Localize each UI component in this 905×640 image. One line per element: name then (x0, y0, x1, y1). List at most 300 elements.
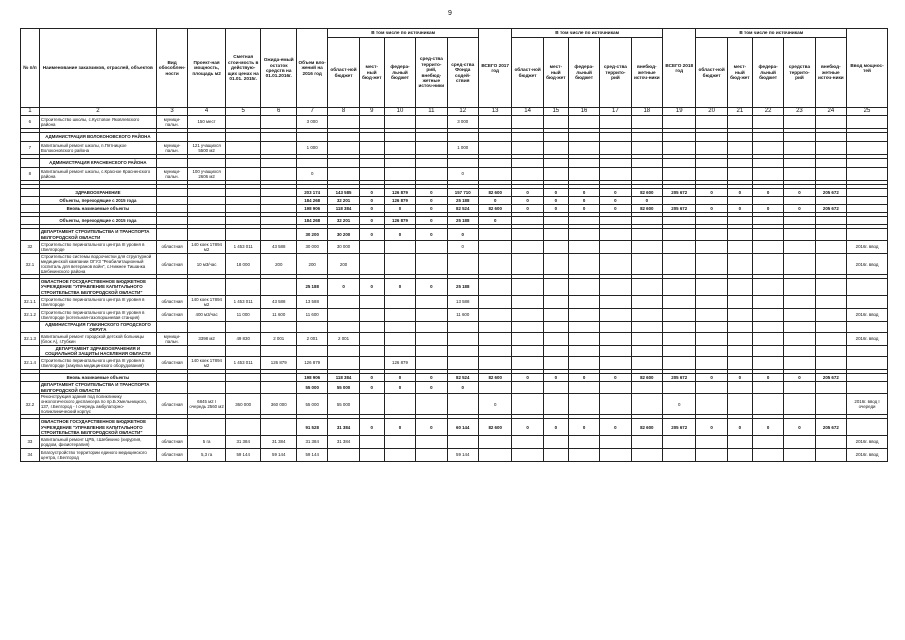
table-cell (847, 229, 888, 241)
table-cell (752, 133, 783, 142)
column-number: 4 (188, 108, 226, 116)
table-cell (631, 133, 662, 142)
column-number: 15 (543, 108, 568, 116)
table-cell (188, 374, 226, 382)
table-cell (478, 116, 511, 129)
table-cell: 0 (543, 419, 568, 435)
table-row (21, 142, 888, 155)
table-cell (727, 382, 752, 394)
table-cell (384, 332, 415, 345)
table-cell (359, 435, 384, 448)
table-cell: 6 (21, 116, 40, 129)
table-cell: муници-пальн. (156, 116, 187, 129)
table-cell (696, 217, 727, 225)
table-cell: 82 600 (631, 205, 662, 213)
table-cell: областная (156, 435, 187, 448)
table-cell (21, 133, 40, 142)
table-cell: 126 879 (384, 217, 415, 225)
table-cell: муници-пальн. (156, 168, 187, 181)
table-cell: 0 (696, 374, 727, 382)
table-cell: 11 600 (447, 308, 478, 321)
table-cell (696, 321, 727, 332)
header-vvod: Ввод мощнос-тей (847, 29, 888, 108)
table-cell: 0 (752, 419, 783, 435)
table-cell (784, 321, 815, 332)
table-cell (478, 308, 511, 321)
table-cell (384, 168, 415, 181)
table-cell (416, 168, 447, 181)
table-cell (359, 332, 384, 345)
table-cell: 25 188 (447, 217, 478, 225)
table-cell (752, 197, 783, 205)
table-cell (784, 295, 815, 308)
table-cell: 0 (568, 189, 599, 197)
table-cell (328, 133, 359, 142)
table-cell (359, 168, 384, 181)
table-cell (600, 159, 631, 168)
table-cell (847, 382, 888, 394)
table-cell (847, 357, 888, 370)
table-cell (696, 295, 727, 308)
table-cell (543, 435, 568, 448)
table-cell (696, 345, 727, 356)
table-cell: 0 (359, 419, 384, 435)
column-number-row (21, 108, 888, 116)
table-cell (815, 229, 846, 241)
table-cell (261, 142, 297, 155)
table-cell: 0 (416, 217, 447, 225)
table-cell (478, 241, 511, 254)
table-cell (416, 308, 447, 321)
table-cell (696, 357, 727, 370)
table-cell (752, 229, 783, 241)
table-cell: 126 879 (384, 189, 415, 197)
table-cell (752, 435, 783, 448)
table-cell (815, 332, 846, 345)
table-cell (156, 189, 187, 197)
column-number: 3 (156, 108, 187, 116)
table-cell (328, 295, 359, 308)
table-cell (359, 116, 384, 129)
table-cell (663, 279, 696, 295)
table-cell: 32.1 (21, 254, 40, 275)
table-cell (416, 241, 447, 254)
table-cell (384, 308, 415, 321)
table-cell (727, 229, 752, 241)
table-cell (696, 159, 727, 168)
table-row (21, 116, 888, 129)
column-number: 19 (663, 108, 696, 116)
table-cell (156, 229, 187, 241)
table-row (21, 374, 888, 382)
object-name-cell: Капитальный ремонт школы, с.Красное Красненского района (39, 168, 156, 181)
table-cell: 0 (600, 419, 631, 435)
table-cell: 0 (416, 197, 447, 205)
table-cell: областная (156, 394, 187, 415)
table-cell: 0 (416, 374, 447, 382)
table-cell (663, 197, 696, 205)
table-cell (600, 229, 631, 241)
section-heading: АДМИНИСТРАЦИЯ ГУБКИНСКОГО ГОРОДСКОГО ОКРУГА (39, 321, 156, 332)
table-cell: 205 672 (663, 189, 696, 197)
table-cell: областная (156, 241, 187, 254)
table-cell: 200 (328, 254, 359, 275)
column-number: 21 (727, 108, 752, 116)
object-name-cell: Объекты, переходящие с 2015 года (39, 217, 156, 225)
table-cell: 43 588 (261, 295, 297, 308)
table-cell (512, 241, 543, 254)
table-cell: 100 учащихся 2606 м2 (188, 168, 226, 181)
table-row (21, 254, 888, 275)
table-cell (188, 205, 226, 213)
table-cell (21, 159, 40, 168)
table-cell: 205 672 (815, 374, 846, 382)
table-cell (384, 435, 415, 448)
table-cell (752, 321, 783, 332)
table-cell: 0 (384, 419, 415, 435)
table-cell (261, 419, 297, 435)
table-cell (600, 345, 631, 356)
table-cell: 0 (416, 279, 447, 295)
table-cell (727, 159, 752, 168)
table-cell (568, 308, 599, 321)
object-name-cell: Объекты, переходящие с 2015 года (39, 197, 156, 205)
table-cell: 184 268 (297, 197, 328, 205)
table-cell (568, 116, 599, 129)
table-row (21, 308, 888, 321)
table-cell (297, 345, 328, 356)
table-cell: 118 384 (328, 205, 359, 213)
table-cell (847, 419, 888, 435)
header-mest2: мест-ный бюд-жет (543, 38, 568, 108)
table-cell (784, 345, 815, 356)
table-cell: 0 (543, 189, 568, 197)
table-cell (447, 332, 478, 345)
table-cell: 82 600 (478, 189, 511, 197)
object-name-cell: Вновь начинаемые объекты (39, 205, 156, 213)
table-cell (261, 168, 297, 181)
header-terr2: сред-ства террито-рий (600, 38, 631, 108)
table-cell: 32.2 (21, 394, 40, 415)
table-cell: 59 144 (261, 448, 297, 461)
header-mest3: мест-ный бюд-жет (727, 38, 752, 108)
table-cell (696, 197, 727, 205)
table-cell: 59 144 (297, 448, 328, 461)
table-cell (568, 295, 599, 308)
table-cell (512, 229, 543, 241)
object-name-cell: Строительство перинатального центра III уровня в г.Белгороде (котельная-газопоршневая станция) (39, 308, 156, 321)
table-cell (447, 394, 478, 415)
table-cell: 0 (416, 229, 447, 241)
table-cell: муници-пальн. (156, 142, 187, 155)
table-cell: 82 600 (478, 374, 511, 382)
table-cell (478, 254, 511, 275)
table-cell (478, 168, 511, 181)
table-cell: 0 (359, 382, 384, 394)
table-cell: областная (156, 357, 187, 370)
table-cell (297, 133, 328, 142)
column-number: 13 (478, 108, 511, 116)
object-name-cell: ЗДРАВООХРАНЕНИЕ (39, 189, 156, 197)
table-cell (21, 197, 40, 205)
column-number: 9 (359, 108, 384, 116)
table-cell (696, 394, 727, 415)
table-cell (512, 168, 543, 181)
table-cell: 0 (512, 419, 543, 435)
table-cell: 82 524 (447, 374, 478, 382)
table-cell (543, 394, 568, 415)
column-number: 1 (21, 108, 40, 116)
table-cell (568, 168, 599, 181)
table-cell: 8 (21, 168, 40, 181)
table-cell: 32.1.2 (21, 308, 40, 321)
table-row (21, 382, 888, 394)
table-cell: 25 188 (447, 197, 478, 205)
table-cell (512, 394, 543, 415)
table-cell: 7 (21, 142, 40, 155)
table-cell: 0 (568, 197, 599, 205)
table-cell: 2 001 (297, 332, 328, 345)
table-cell (261, 197, 297, 205)
page-number: 9 (448, 10, 452, 17)
table-cell (568, 217, 599, 225)
table-cell (297, 321, 328, 332)
table-cell (188, 321, 226, 332)
table-cell (784, 308, 815, 321)
table-cell (21, 374, 40, 382)
table-cell (188, 345, 226, 356)
table-cell (21, 382, 40, 394)
table-cell (815, 116, 846, 129)
table-cell (21, 321, 40, 332)
table-row (21, 205, 888, 213)
header-group-2017: В том числе по источникам (512, 29, 663, 38)
table-cell (512, 159, 543, 168)
table-cell (663, 295, 696, 308)
table-cell (447, 357, 478, 370)
table-cell (727, 241, 752, 254)
table-cell (543, 241, 568, 254)
header-vneb2: внебюд-жетные источ-ники (631, 38, 662, 108)
table-cell (631, 159, 662, 168)
table-cell (188, 279, 226, 295)
table-cell (359, 394, 384, 415)
column-number: 20 (696, 108, 727, 116)
table-cell (512, 116, 543, 129)
table-cell: 0 (600, 205, 631, 213)
table-cell (815, 241, 846, 254)
table-cell: 360 000 (261, 394, 297, 415)
table-cell: 2016г. ввод (847, 435, 888, 448)
table-cell: областная (156, 295, 187, 308)
table-cell (631, 217, 662, 225)
table-cell (478, 295, 511, 308)
table-cell (727, 197, 752, 205)
table-cell (847, 142, 888, 155)
table-cell (416, 133, 447, 142)
table-cell (478, 382, 511, 394)
table-cell: 0 (359, 374, 384, 382)
table-cell: 82 600 (631, 419, 662, 435)
table-cell: 59 144 (225, 448, 261, 461)
table-row (21, 159, 888, 168)
table-cell (847, 295, 888, 308)
table-cell (784, 357, 815, 370)
table-cell (568, 229, 599, 241)
table-cell (784, 142, 815, 155)
table-cell: 0 (384, 374, 415, 382)
table-cell (359, 308, 384, 321)
table-cell: 121 учащихся 5500 м2 (188, 142, 226, 155)
table-cell (631, 357, 662, 370)
table-cell: 0 (784, 419, 815, 435)
table-cell: 3 000 (297, 116, 328, 129)
table-cell (727, 435, 752, 448)
table-cell (543, 321, 568, 332)
table-cell (784, 217, 815, 225)
table-cell (543, 142, 568, 155)
header-no: № п/п (21, 29, 40, 108)
table-cell (261, 133, 297, 142)
table-cell (21, 189, 40, 197)
header-name: Наименование заказчиков, отраслей, объектов (39, 29, 156, 108)
table-row (21, 295, 888, 308)
table-cell: 31 384 (261, 435, 297, 448)
table-cell: 30 000 (328, 241, 359, 254)
table-cell: 198 906 (297, 374, 328, 382)
table-cell (478, 345, 511, 356)
table-cell (815, 435, 846, 448)
table-cell: 126 879 (297, 357, 328, 370)
table-cell (156, 159, 187, 168)
table-cell (631, 332, 662, 345)
table-cell: 0 (784, 374, 815, 382)
table-cell (568, 332, 599, 345)
table-cell (359, 241, 384, 254)
table-cell: 60 144 (447, 419, 478, 435)
table-cell (663, 448, 696, 461)
table-cell: 11 600 (261, 308, 297, 321)
table-cell (847, 197, 888, 205)
table-cell: 55 000 (328, 382, 359, 394)
table-cell: 0 (359, 229, 384, 241)
table-cell (815, 321, 846, 332)
table-cell (752, 254, 783, 275)
table-cell (543, 279, 568, 295)
table-cell (631, 448, 662, 461)
table-cell (631, 254, 662, 275)
table-cell (568, 394, 599, 415)
table-cell (727, 332, 752, 345)
table-cell (512, 357, 543, 370)
table-cell: 0 (359, 189, 384, 197)
header-terr: сред-ства террито-рий, внебюд-жетные источ-ники (416, 38, 447, 108)
table-cell (727, 133, 752, 142)
table-cell (478, 332, 511, 345)
table-cell (752, 394, 783, 415)
header-group-2016: В том числе по источникам (328, 29, 479, 38)
table-cell (359, 142, 384, 155)
table-cell (512, 382, 543, 394)
table-cell (447, 254, 478, 275)
table-cell: 11 600 (297, 308, 328, 321)
table-cell: 2016г. ввод I очереди (847, 394, 888, 415)
table-cell: 30 000 (297, 241, 328, 254)
table-cell (568, 241, 599, 254)
table-cell (21, 419, 40, 435)
table-cell (847, 205, 888, 213)
table-cell (225, 374, 261, 382)
table-cell: 2 001 (328, 332, 359, 345)
table-cell (416, 394, 447, 415)
table-cell (384, 345, 415, 356)
section-heading: АДМИНИСТРАЦИЯ ВОЛОКОНОВСКОГО РАЙОНА (39, 133, 156, 142)
table-cell (225, 419, 261, 435)
table-cell (512, 295, 543, 308)
table-cell: областная (156, 308, 187, 321)
section-heading: ДЕПАРТАМЕНТ ЗДРАВООХРАНЕНИЯ И СОЦИАЛЬНОЙ ЗАЩИТЫ НАСЕЛЕНИЯ ОБЛАСТИ (39, 345, 156, 356)
table-row (21, 241, 888, 254)
table-cell: 118 384 (328, 374, 359, 382)
table-cell: 0 (384, 205, 415, 213)
table-cell (359, 448, 384, 461)
table-row (21, 321, 888, 332)
column-number: 6 (261, 108, 297, 116)
table-cell (261, 189, 297, 197)
header-fed2: федера-льный бюджет (568, 38, 599, 108)
table-cell (696, 168, 727, 181)
table-cell (188, 217, 226, 225)
table-cell (543, 345, 568, 356)
header-vid: Вид обособлен-ности (156, 29, 187, 108)
table-cell: 0 (416, 189, 447, 197)
table-cell (156, 321, 187, 332)
header-fond: сред-ства Фонда содей-ствия (447, 38, 478, 108)
table-cell: 30 200 (328, 229, 359, 241)
table-cell (384, 321, 415, 332)
table-cell (600, 133, 631, 142)
table-cell (727, 168, 752, 181)
table-cell: 1 000 (297, 142, 328, 155)
table-cell (225, 189, 261, 197)
table-cell (696, 116, 727, 129)
table-cell (727, 142, 752, 155)
table-cell (631, 142, 662, 155)
table-cell (225, 321, 261, 332)
table-cell: 0 (784, 205, 815, 213)
table-cell: 0 (384, 279, 415, 295)
table-cell (752, 345, 783, 356)
table-cell (784, 382, 815, 394)
table-cell (328, 321, 359, 332)
header-total-2017: ВСЕГО 2017 год (478, 29, 511, 108)
table-cell: 0 (600, 189, 631, 197)
table-cell (663, 168, 696, 181)
table-cell (631, 168, 662, 181)
table-cell (478, 321, 511, 332)
table-cell: 25 188 (447, 279, 478, 295)
table-cell (568, 133, 599, 142)
table-cell (600, 448, 631, 461)
table-cell (261, 159, 297, 168)
table-cell (631, 321, 662, 332)
header-fed3: федера-льный бюджет (752, 38, 783, 108)
table-cell (21, 345, 40, 356)
table-cell (225, 116, 261, 129)
table-cell (328, 357, 359, 370)
table-cell: 91 528 (297, 419, 328, 435)
table-cell (384, 448, 415, 461)
